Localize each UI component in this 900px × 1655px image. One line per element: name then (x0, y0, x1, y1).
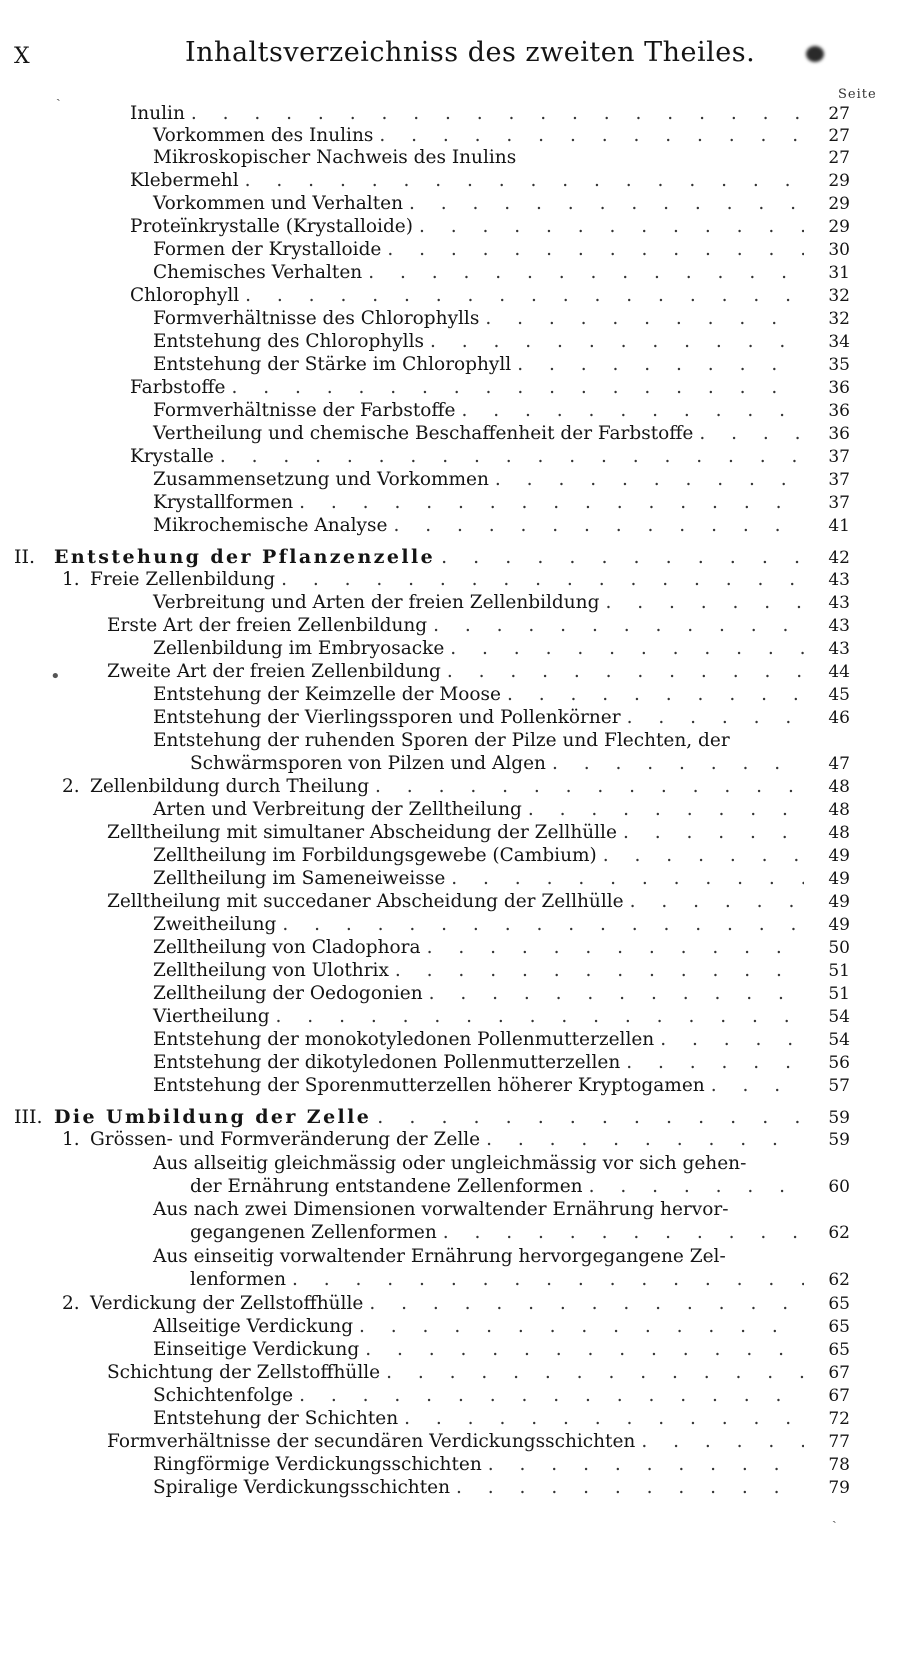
page-number: 36 (828, 424, 850, 444)
page-number: 48 (828, 800, 850, 820)
toc-entry: Schichtung der Zellstoffhülle . . . 67 (0, 1361, 850, 1385)
page-number: 56 (828, 1053, 850, 1073)
page-number: 37 (828, 447, 850, 467)
page-number: 78 (828, 1455, 850, 1475)
toc-entry: Entstehung der Sporenmutterzellen höherer Kryptogamen . . . 57 (0, 1074, 850, 1098)
toc-entry: Formen der Krystalloide . . . 30 (0, 238, 850, 262)
page-number: 67 (828, 1386, 850, 1406)
page-number: 42 (828, 548, 850, 568)
toc-entry: Vorkommen des Inulins . . . 27 (0, 124, 850, 148)
page-number: 27 (828, 104, 850, 124)
page-number: 57 (828, 1076, 850, 1096)
toc-subsection: 1. Freie Zellenbildung . . . 43 (0, 568, 850, 592)
toc-entry: Formverhältnisse des Chlorophylls . . . 32 (0, 307, 850, 331)
page-number: 62 (828, 1223, 850, 1243)
page-number: 27 (828, 148, 850, 168)
page-number: 67 (828, 1363, 850, 1383)
page-roman-numeral: X (14, 44, 31, 69)
toc-entry: Entstehung der Keimzelle der Moose . . . 45 (0, 683, 850, 707)
toc-entry: Entstehung der ruhenden Sporen der Pilze und Flechten, der (153, 730, 730, 751)
page-number: 65 (828, 1294, 850, 1314)
toc-entry: Vertheilung und chemische Beschaffenheit der Farbstoffe . . . 36 (0, 422, 850, 446)
toc-entry: Zweitheilung . . . 49 (0, 913, 850, 937)
toc-entry: Zelltheilung der Oedogonien . . . 51 (0, 982, 850, 1006)
ink-blot (806, 46, 824, 62)
page-number: 77 (828, 1432, 850, 1452)
page-title: Inhaltsverzeichniss des zweiten Theiles. (185, 37, 756, 68)
page-number: 35 (828, 355, 850, 375)
page-number: 51 (828, 984, 850, 1004)
toc-entry: Erste Art der freien Zellenbildung . . . 43 (0, 614, 850, 638)
page-number: 48 (828, 777, 850, 797)
toc-entry: Krystallformen . . . 37 (0, 491, 850, 515)
toc-entry: Formverhältnisse der Farbstoffe . . . 36 (0, 399, 850, 423)
toc-entry: Mikroskopischer Nachweis des Inulins 27 (153, 147, 850, 168)
page-number: 44 (828, 662, 850, 682)
page-number: 32 (828, 309, 850, 329)
toc-entry: Schichtenfolge . . . 67 (0, 1384, 850, 1408)
page-number: 50 (828, 938, 850, 958)
toc-entry: Inulin . . . 27 (0, 102, 850, 126)
toc-entry: Entstehung des Chlorophylls . . . 34 (0, 330, 850, 354)
toc-entry: Arten und Verbreitung der Zelltheilung . . . 48 (0, 798, 850, 822)
page-number: 60 (828, 1177, 850, 1197)
page-number: 48 (828, 823, 850, 843)
toc-entry-continuation: lenformen . . . 62 (0, 1268, 850, 1292)
toc-entry: Entstehung der dikotyledonen Pollenmutterzellen . . . 56 (0, 1051, 850, 1075)
toc-entry: Zelltheilung von Cladophora . . . 50 (0, 936, 850, 960)
toc-entry: Entstehung der monokotyledonen Pollenmutterzellen . . . 54 (0, 1028, 850, 1052)
page-number: 43 (828, 593, 850, 613)
page-number: 43 (828, 616, 850, 636)
toc-entry: Aus allseitig gleichmässig oder ungleichmässig vor sich gehen- (153, 1153, 747, 1174)
seite-column-label: Seite (838, 87, 877, 102)
toc-entry: Zelltheilung im Sameneiweisse . . . 49 (0, 867, 850, 891)
toc-entry: Aus nach zwei Dimensionen vorwaltender Ernährung hervor- (153, 1199, 729, 1220)
toc-entry: Chemisches Verhalten . . . 31 (0, 261, 850, 285)
page-number: 43 (828, 570, 850, 590)
toc-entry: Zelltheilung mit succedaner Abscheidung der Zellhülle . . . 49 (0, 890, 850, 914)
page-number: 32 (828, 286, 850, 306)
page-number: 51 (828, 961, 850, 981)
page-number: 65 (828, 1317, 850, 1337)
toc-entry: Krystalle . . . 37 (0, 445, 850, 469)
toc-section-heading: II. Entstehung der Pflanzenzelle . . . 42 (0, 545, 850, 569)
page-number: 47 (828, 754, 850, 774)
toc-entry-continuation: der Ernährung entstandene Zellenformen . . . 60 (0, 1175, 850, 1199)
toc-entry: Spiralige Verdickungsschichten . . . 79 (0, 1476, 850, 1500)
page-number: 79 (828, 1478, 850, 1498)
ink-mark: • (50, 666, 61, 687)
toc-entry: Einseitige Verdickung . . . 65 (0, 1338, 850, 1362)
page-number: 27 (828, 126, 850, 146)
page-number: 34 (828, 332, 850, 352)
page-number: 29 (828, 194, 850, 214)
toc-entry: Ringförmige Verdickungsschichten . . . 78 (0, 1453, 850, 1477)
toc-entry: Chlorophyll . . . 32 (0, 284, 850, 308)
page-number: 30 (828, 240, 850, 260)
toc-entry: Zelltheilung im Forbildungsgewebe (Cambium) . . . 49 (0, 844, 850, 868)
toc-entry: Viertheilung . . . 54 (0, 1005, 850, 1029)
page-number: 49 (828, 846, 850, 866)
toc-entry-continuation: gegangenen Zellenformen . . . 62 (0, 1221, 850, 1245)
page-number: 65 (828, 1340, 850, 1360)
toc-entry: Allseitige Verdickung . . . 65 (0, 1315, 850, 1339)
page-number: 46 (828, 708, 850, 728)
page-number: 49 (828, 869, 850, 889)
toc-entry: Zusammensetzung und Vorkommen . . . 37 (0, 468, 850, 492)
toc-subsection: 2. Zellenbildung durch Theilung . . . 48 (0, 775, 850, 799)
page-number: 37 (828, 493, 850, 513)
page-number: 54 (828, 1030, 850, 1050)
toc-entry: Entstehung der Vierlingssporen und Pollenkörner . . . 46 (0, 706, 850, 730)
toc-subsection: 2. Verdickung der Zellstoffhülle . . . 65 (0, 1292, 850, 1316)
toc-entry: Proteïnkrystalle (Krystalloide) . . . 29 (0, 215, 850, 239)
page-number: 59 (828, 1108, 850, 1128)
toc-entry: Aus einseitig vorwaltender Ernährung hervorgegangene Zel- (153, 1246, 726, 1267)
ink-mark: ˏ (832, 1508, 837, 1524)
toc-entry: Zelltheilung mit simultaner Abscheidung der Zellhülle . . . 48 (0, 821, 850, 845)
page-number: 49 (828, 892, 850, 912)
page-number: 29 (828, 217, 850, 237)
toc-entry: Formverhältnisse der secundären Verdickungsschichten . . . 77 (0, 1430, 850, 1454)
toc-entry-continuation: Schwärmsporen von Pilzen und Algen . . . 47 (0, 752, 850, 776)
page-number: 37 (828, 470, 850, 490)
page-number: 49 (828, 915, 850, 935)
toc-subsection: 1. Grössen- und Formveränderung der Zelle . . . 59 (0, 1128, 850, 1152)
page-number: 31 (828, 263, 850, 283)
toc-entry: Entstehung der Stärke im Chlorophyll . . . 35 (0, 353, 850, 377)
page-number: 41 (828, 516, 850, 536)
toc-entry: Farbstoffe . . . 36 (0, 376, 850, 400)
page-number: 72 (828, 1409, 850, 1429)
ink-mark: ˏ (56, 86, 61, 102)
page-number: 29 (828, 171, 850, 191)
toc-entry: Verbreitung und Arten der freien Zellenbildung . . . 43 (0, 591, 850, 615)
page-number: 43 (828, 639, 850, 659)
page-number: 36 (828, 401, 850, 421)
page-number: 59 (828, 1130, 850, 1150)
toc-section-heading: III. Die Umbildung der Zelle . . . 59 (0, 1105, 850, 1129)
page-number: 36 (828, 378, 850, 398)
page-number: 62 (828, 1270, 850, 1290)
toc-entry: Entstehung der Schichten . . . 72 (0, 1407, 850, 1431)
page-number: 54 (828, 1007, 850, 1027)
toc-entry: Zweite Art der freien Zellenbildung . . . 44 (0, 660, 850, 684)
page-number: 45 (828, 685, 850, 705)
toc-entry: Zellenbildung im Embryosacke . . . 43 (0, 637, 850, 661)
toc-entry: Klebermehl . . . 29 (0, 169, 850, 193)
toc-entry: Mikrochemische Analyse . . . 41 (0, 514, 850, 538)
toc-entry: Zelltheilung von Ulothrix . . . 51 (0, 959, 850, 983)
toc-entry: Vorkommen und Verhalten . . . 29 (0, 192, 850, 216)
